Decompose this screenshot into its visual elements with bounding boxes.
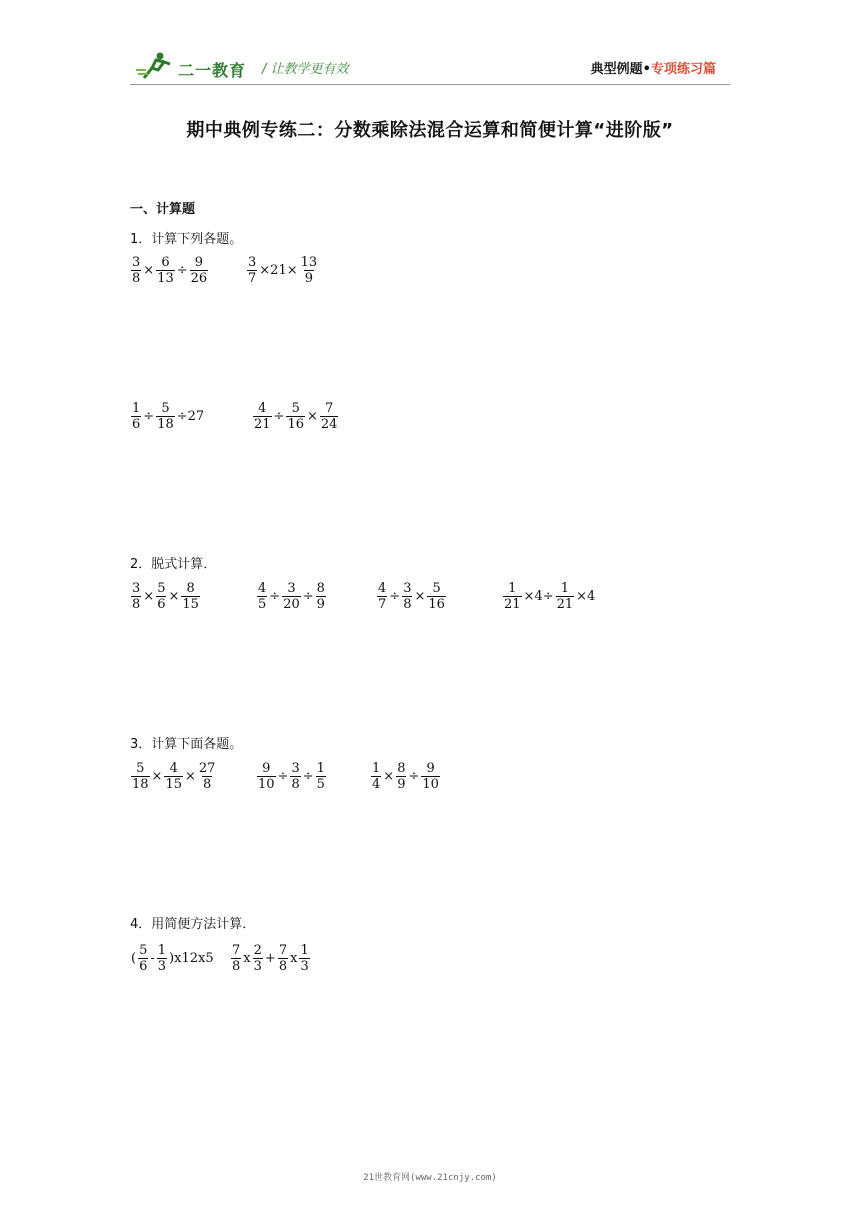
numerator: 3 (248, 255, 257, 270)
expression-q2a (130, 582, 201, 611)
numerator: 8 (316, 581, 325, 596)
operator: ×4÷ (523, 588, 554, 604)
fraction (320, 402, 339, 431)
header-category-red: 专项练习篇 (650, 62, 716, 77)
operator: × (143, 262, 155, 278)
fraction (316, 582, 326, 611)
numerator: 27 (198, 761, 216, 776)
expression-q2c (376, 582, 447, 611)
fraction (157, 944, 167, 973)
numerator: 3 (291, 761, 300, 776)
denominator: 8 (403, 597, 412, 612)
fraction (377, 582, 387, 611)
numerator: 5 (291, 401, 300, 416)
numerator: 8 (397, 761, 406, 776)
page-title: 期中典例专练二：分数乘除法混合运算和简便计算“进阶版” (186, 120, 674, 141)
numerator: 2 (253, 943, 262, 958)
numerator: 9 (194, 255, 204, 270)
fraction (156, 582, 166, 611)
operator: × (383, 768, 395, 784)
fraction (286, 402, 305, 431)
denominator: 18 (132, 777, 149, 792)
numerator: 5 (432, 581, 441, 596)
denominator: 21 (556, 597, 574, 612)
fraction (138, 944, 148, 973)
fraction (164, 762, 183, 791)
fraction (257, 582, 267, 611)
denominator: 21 (254, 417, 271, 432)
numerator: 5 (161, 401, 170, 416)
operator: × (143, 588, 155, 604)
fraction (198, 762, 217, 791)
denominator: 3 (300, 959, 309, 974)
numerator: 6 (161, 255, 170, 270)
operator: × (151, 768, 163, 784)
denominator: 24 (320, 417, 338, 432)
question-3-title: 3．计算下面各题。 (130, 737, 243, 752)
expression-q3c (370, 762, 441, 791)
fraction (253, 402, 272, 431)
denominator: 6 (157, 597, 166, 612)
numerator: 13 (300, 255, 318, 270)
operator: ×4 (576, 588, 596, 604)
fraction (290, 762, 300, 791)
expression-q1c (130, 402, 205, 431)
fraction (556, 582, 575, 611)
expression-q4b (230, 944, 311, 973)
section-heading: 一、计算题 (130, 202, 196, 217)
fraction (156, 402, 175, 431)
fraction (253, 944, 263, 973)
numerator: 4 (258, 581, 267, 596)
denominator: 8 (203, 777, 212, 792)
numerator: 3 (403, 581, 412, 596)
header-divider (130, 84, 730, 85)
fraction (231, 944, 241, 973)
denominator: 13 (157, 271, 174, 286)
fraction (131, 402, 141, 431)
operator: ÷ (302, 768, 314, 784)
numerator: 1 (132, 401, 141, 416)
operator: ÷ (302, 588, 314, 604)
numerator: 9 (262, 761, 271, 776)
operator: ÷ (269, 588, 281, 604)
fraction (300, 256, 319, 285)
numerator: 4 (169, 761, 178, 776)
operator: × (185, 768, 196, 784)
fraction (503, 582, 522, 611)
operator: + (264, 950, 276, 966)
fraction (316, 762, 326, 791)
denominator: 15 (165, 777, 182, 792)
denominator: 8 (278, 959, 288, 974)
denominator: 10 (422, 777, 439, 792)
operator: × (168, 588, 180, 604)
question-1-title: 1．计算下列各题。 (130, 232, 243, 247)
denominator: 5 (316, 777, 325, 792)
numerator: 5 (136, 761, 145, 776)
question-2-title: 2．脱式计算． (130, 557, 217, 572)
numerator: 1 (300, 943, 309, 958)
fraction (190, 256, 209, 285)
denominator: 6 (132, 417, 141, 432)
denominator: 3 (157, 959, 167, 974)
fraction (396, 762, 406, 791)
numerator: 1 (316, 761, 325, 776)
fraction (427, 582, 446, 611)
runner-logo-icon (136, 50, 176, 82)
expression-q1d (252, 402, 339, 431)
numerator: 3 (287, 581, 296, 596)
fraction (299, 944, 309, 973)
operator: × (307, 408, 318, 424)
operator: x (290, 950, 298, 966)
denominator: 10 (258, 777, 275, 792)
expression-q1b (246, 256, 319, 285)
denominator: 9 (397, 777, 406, 792)
denominator: 6 (139, 959, 148, 974)
numerator: 3 (132, 581, 141, 596)
fraction (247, 256, 257, 285)
expression-q2d (502, 582, 596, 611)
fraction (282, 582, 301, 611)
fraction (402, 582, 412, 611)
operator: ×21× (259, 262, 298, 278)
expression-q4a (130, 944, 215, 973)
numerator: 1 (157, 943, 167, 958)
numerator: 5 (157, 581, 166, 596)
operator: × (414, 588, 426, 604)
fraction (131, 256, 141, 285)
denominator: 21 (504, 597, 521, 612)
numerator: 3 (132, 255, 141, 270)
denominator: 4 (372, 777, 381, 792)
fraction (278, 944, 288, 973)
expression-q2b (256, 582, 327, 611)
operator: )x12x5 (169, 950, 214, 966)
denominator: 5 (258, 597, 267, 612)
fraction (131, 762, 150, 791)
slogan: / 让教学更有效 (262, 62, 349, 77)
denominator: 20 (283, 597, 300, 612)
expression-q3a (130, 762, 217, 791)
numerator: 1 (372, 761, 381, 776)
fraction (257, 762, 276, 791)
numerator: 1 (508, 581, 517, 596)
expression-q1a (130, 256, 209, 285)
denominator: 8 (132, 271, 141, 286)
fraction (181, 582, 200, 611)
denominator: 8 (132, 597, 141, 612)
denominator: 7 (248, 271, 257, 286)
denominator: 26 (190, 271, 208, 286)
expression-q3b (256, 762, 327, 791)
operator: ÷27 (176, 408, 205, 424)
numerator: 7 (278, 943, 288, 958)
footer-source: 21世教育网(www.21cnjy.com) (363, 1173, 497, 1183)
numerator: 9 (426, 761, 435, 776)
question-4-title: 4．用简便方法计算． (130, 917, 256, 932)
operator: ÷ (408, 768, 420, 784)
numerator: 8 (186, 581, 195, 596)
denominator: 3 (253, 959, 262, 974)
fraction (156, 256, 175, 285)
operator: ÷ (143, 408, 155, 424)
operator: ( (131, 950, 137, 966)
numerator: 7 (232, 943, 241, 958)
operator: ÷ (273, 408, 285, 424)
numerator: 7 (325, 401, 334, 416)
denominator: 9 (304, 271, 314, 286)
numerator: 1 (560, 581, 570, 596)
denominator: 18 (157, 417, 174, 432)
operator: x (243, 950, 251, 966)
denominator: 8 (232, 959, 241, 974)
logo-text: 二一教育 (178, 61, 247, 80)
operator: ÷ (389, 588, 401, 604)
denominator: 16 (287, 417, 304, 432)
operator: ÷ (176, 262, 188, 278)
header-category (591, 58, 716, 77)
denominator: 8 (291, 777, 300, 792)
numerator: 5 (139, 943, 148, 958)
denominator: 16 (428, 597, 445, 612)
denominator: 15 (182, 597, 199, 612)
operator: - (150, 950, 155, 966)
header-category-black: 典型例题• (590, 62, 651, 77)
fraction (131, 582, 141, 611)
fraction (371, 762, 381, 791)
fraction (421, 762, 440, 791)
denominator: 9 (316, 597, 325, 612)
numerator: 4 (258, 401, 267, 416)
operator: ÷ (277, 768, 289, 784)
numerator: 4 (378, 581, 387, 596)
denominator: 7 (378, 597, 387, 612)
